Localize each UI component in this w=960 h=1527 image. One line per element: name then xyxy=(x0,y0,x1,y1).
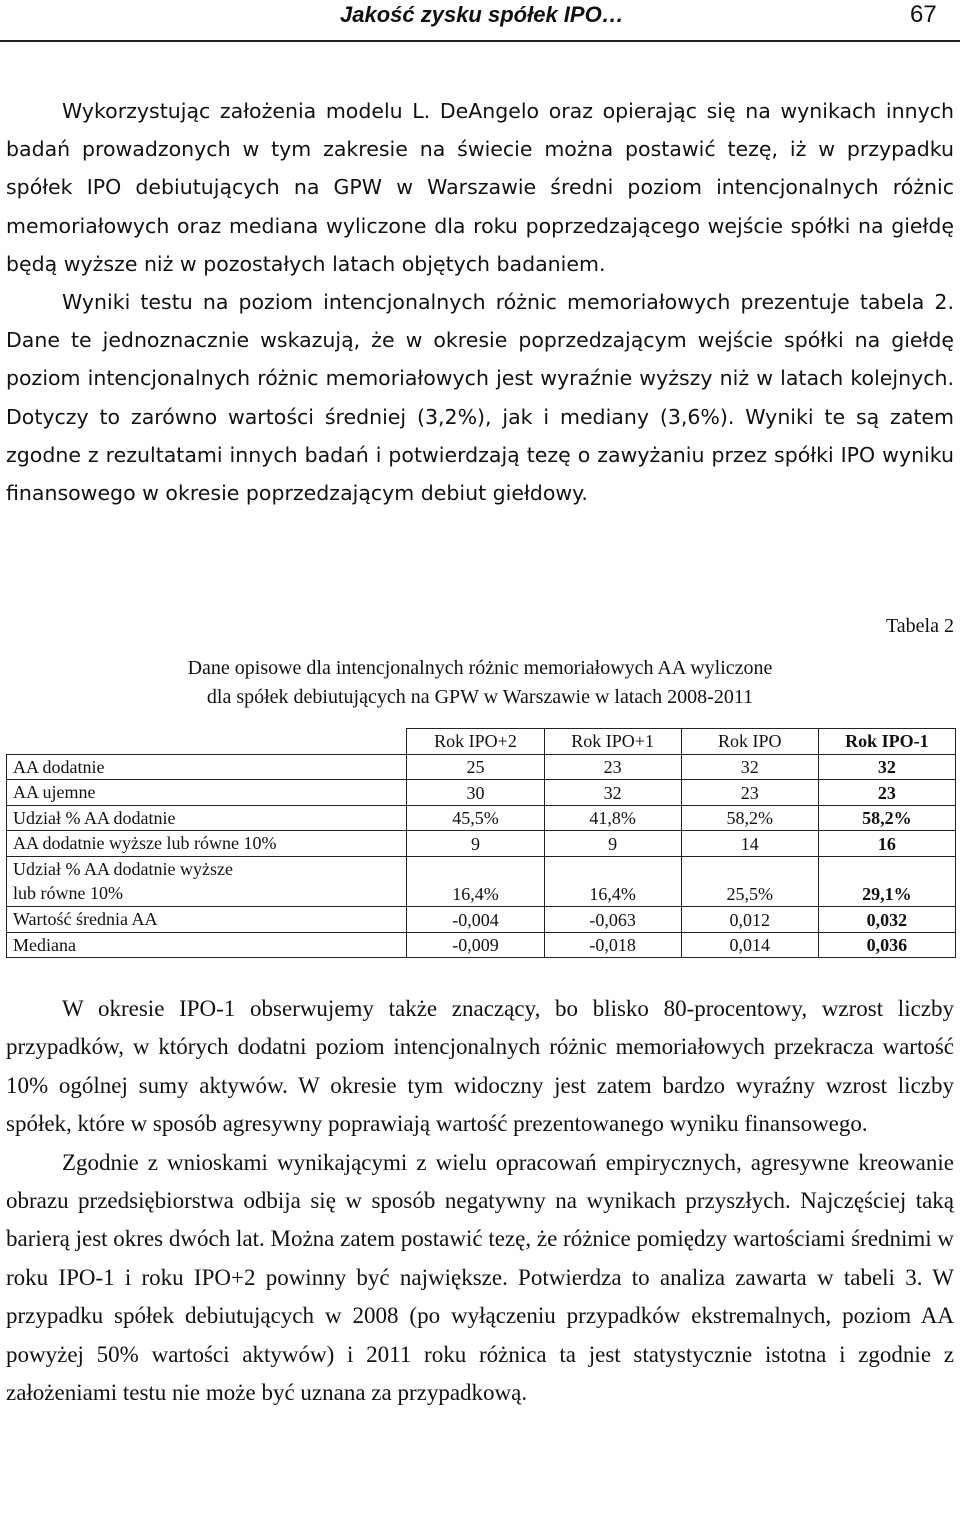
page-header xyxy=(0,0,960,44)
table-row xyxy=(7,754,956,780)
table-cell: -0,018 xyxy=(544,932,681,958)
table-cell: 32 xyxy=(681,754,818,780)
table-cell: 14 xyxy=(681,831,818,857)
data-table xyxy=(6,728,956,958)
table-cell: 23 xyxy=(681,780,818,806)
table-cell: 9 xyxy=(407,831,544,857)
table-title-line: Dane opisowe dla intencjonalnych różnic memoriałowych AA wyliczone xyxy=(187,657,773,679)
table-cell: 41,8% xyxy=(544,805,681,831)
table-cell: 25 xyxy=(407,754,544,780)
table-cell: 0,036 xyxy=(818,932,955,958)
row-label: AA dodatnie wyższe lub równe 10% xyxy=(7,831,407,857)
table-label: Tabela 2 xyxy=(885,615,954,637)
table-cell: 23 xyxy=(818,780,955,806)
table-cell: 58,2% xyxy=(681,805,818,831)
table-row xyxy=(7,906,956,932)
table-cell: -0,009 xyxy=(407,932,544,958)
table-cell: 29,1% xyxy=(818,856,955,906)
table-cell: 58,2% xyxy=(818,805,955,831)
table-cell: 30 xyxy=(407,780,544,806)
table-cell: 45,5% xyxy=(407,805,544,831)
row-label: AA dodatnie xyxy=(7,754,407,780)
table-cell: 0,014 xyxy=(681,932,818,958)
row-label: Wartość średnia AA xyxy=(7,906,407,932)
running-title: Jakość zysku spółek IPO… xyxy=(340,2,624,27)
column-header: Rok IPO+1 xyxy=(544,729,681,755)
column-header: Rok IPO+2 xyxy=(407,729,544,755)
paragraph: Zgodnie z wnioskami wynikającymi z wielu opracowań empirycznych, agresywne kreowanie obrazu przedsiębiorstwa odbija się w sposób negatywny na wynikach przyszłych. Najczęściej taką barierą jest okres dwóch lat. Można zatem postawić tezę, że różnice pomiędzy wartościami średnimi w roku IPO-1 i roku IPO+2 powinny być największe. Potwierdza to analiza zawarta w tabeli 3. W przypadku spółek debiutujących w 2008 (po wyłączeniu przypadków ekstremalnych, poziom AA powyżej 50% wartości aktywów) i 2011 roku różnica ta jest statystycznie istotna i zgodnie z założeniami testu nie może być uznana za przypadkową. xyxy=(6,1149,954,1406)
row-label: AA ujemne xyxy=(7,780,407,806)
table-row xyxy=(7,831,956,857)
table-row xyxy=(7,805,956,831)
table-cell: -0,063 xyxy=(544,906,681,932)
table-cell: 16,4% xyxy=(407,856,544,906)
table-cell: 16 xyxy=(818,831,955,857)
paragraph: Wykorzystując założenia modelu L. DeAngelo oraz opierając się na wynikach innych badań prowadzonych w tym zakresie na świecie można postawić tezę, iż w przypadku spółek IPO debiutujących na GPW w Warszawie średni poziom intencjonalnych różnic memoriałowych oraz mediana wyliczone dla roku poprzedzającego wejście spółki na giełdę będą wyższe niż w pozostałych latach objętych badaniem. xyxy=(6,99,954,276)
table-title xyxy=(0,654,960,712)
table-title-line: dla spółek debiutujących na GPW w Warszawie w latach 2008-2011 xyxy=(206,686,754,708)
column-header: Rok IPO xyxy=(681,729,818,755)
row-label xyxy=(7,856,407,906)
upper-body-text xyxy=(6,92,954,512)
table-cell: 9 xyxy=(544,831,681,857)
table-row xyxy=(7,856,956,906)
table-row xyxy=(7,932,956,958)
column-header: Rok IPO-1 xyxy=(818,729,955,755)
table-header-row xyxy=(7,729,956,755)
table-cell: 0,012 xyxy=(681,906,818,932)
header-rule xyxy=(0,40,960,42)
table-cell: -0,004 xyxy=(407,906,544,932)
paragraph: Wyniki testu na poziom intencjonalnych różnic memoriałowych prezentuje tabela 2. Dane te jednoznacznie wskazują, że w okresie poprzedzającym wejście spółki na giełdę poziom intencjonalnych różnic memoriałowych jest wyraźnie wyższy niż w latach kolejnych. Dotyczy to zarówno wartości średniej (3,2%), jak i mediany (3,6%). Wyniki te są zatem zgodne z rezultatami innych badań i potwierdzają tezę o zawyżaniu przez spółki IPO wyniku finansowego w okresie poprzedzającym debiut giełdowy. xyxy=(6,290,954,506)
row-label: Mediana xyxy=(7,932,407,958)
page-number: 67 xyxy=(910,1,937,28)
row-label-line: lub równe 10% xyxy=(13,882,123,903)
header-cell-empty xyxy=(7,729,407,755)
paragraph: W okresie IPO-1 obserwujemy także znaczący, bo blisko 80-procentowy, wzrost liczby przypadków, w których dodatni poziom intencjonalnych różnic memoriałowych przekracza wartość 10% ogólnej sumy aktywów. W okresie tym widoczny jest zatem bardzo wyraźny wzrost liczby spółek, które w sposób agresywny poprawiają wartość prezentowanego wyniku finansowego. xyxy=(6,996,954,1137)
table-cell: 16,4% xyxy=(544,856,681,906)
lower-body-text xyxy=(6,990,954,1412)
table-cell: 0,032 xyxy=(818,906,955,932)
row-label: Udział % AA dodatnie xyxy=(7,805,407,831)
table-cell: 23 xyxy=(544,754,681,780)
row-label-line: Udział % AA dodatnie wyższe xyxy=(13,858,233,879)
table-cell: 32 xyxy=(544,780,681,806)
table-cell: 32 xyxy=(818,754,955,780)
table-row xyxy=(7,780,956,806)
table-cell: 25,5% xyxy=(681,856,818,906)
